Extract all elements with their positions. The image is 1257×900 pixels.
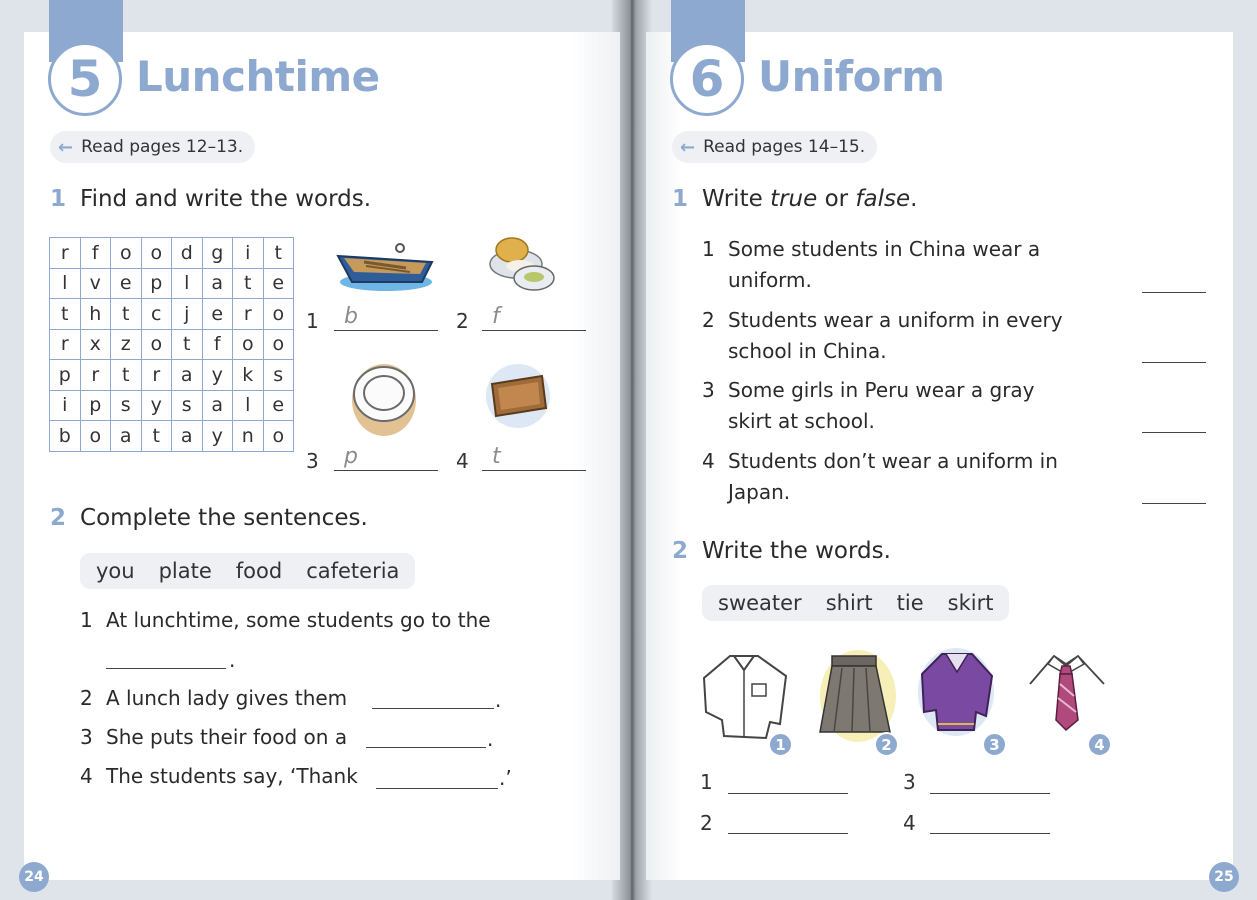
word-bank-item: sweater xyxy=(718,591,802,615)
true-false-answer-line[interactable] xyxy=(1142,503,1206,504)
true-false-item xyxy=(702,446,1058,508)
grid-row xyxy=(50,299,294,330)
item-text: uniform. xyxy=(728,268,812,292)
grid-cell[interactable]: o xyxy=(263,329,294,360)
answer-line[interactable] xyxy=(366,747,486,748)
grid-cell[interactable]: p xyxy=(50,360,81,391)
answer-number: 4 xyxy=(903,811,916,835)
item-number: 4 xyxy=(702,449,715,473)
answer-line[interactable] xyxy=(728,833,848,834)
exercise-title: Write the words. xyxy=(702,538,891,564)
answer-number: 2 xyxy=(700,811,713,835)
sentence-item xyxy=(80,725,347,749)
item-number: 2 xyxy=(702,308,715,332)
answer-line[interactable] xyxy=(376,788,498,789)
picture-badge: 4 xyxy=(1087,732,1112,757)
food-icon xyxy=(486,226,556,298)
grid-cell[interactable]: f xyxy=(202,329,233,360)
picture-number: 2 xyxy=(456,309,469,333)
item-text: Japan. xyxy=(728,480,791,504)
grid-cell[interactable]: a xyxy=(111,421,142,452)
answer-number: 3 xyxy=(903,770,916,794)
grid-cell[interactable]: x xyxy=(80,329,111,360)
hint-letter: f xyxy=(492,304,500,329)
heading-text: or xyxy=(817,186,856,212)
grid-cell[interactable]: s xyxy=(172,390,203,421)
sentence-end: . xyxy=(487,727,494,751)
exercise-number: 1 xyxy=(672,186,689,212)
grid-cell[interactable]: y xyxy=(202,421,233,452)
skirt-icon xyxy=(814,646,896,744)
exercise-title: Find and write the words. xyxy=(80,186,372,212)
answer-line[interactable] xyxy=(482,330,586,331)
word-bank-item: you xyxy=(96,559,135,583)
read-pages-label: Read pages 12–13. xyxy=(81,137,244,157)
tie-icon xyxy=(1026,648,1108,734)
page-number: 24 xyxy=(19,862,49,892)
grid-cell[interactable]: o xyxy=(80,421,111,452)
grid-cell[interactable]: a xyxy=(202,390,233,421)
grid-cell[interactable]: t xyxy=(111,360,142,391)
grid-cell[interactable]: g xyxy=(202,238,233,269)
item-text: Students don’t wear a uniform in xyxy=(728,449,1058,473)
sentence-item xyxy=(80,608,491,632)
back-arrow-icon: ← xyxy=(58,136,74,158)
word-bank-item: food xyxy=(235,559,283,583)
grid-cell[interactable]: f xyxy=(80,238,111,269)
item-text: school in China. xyxy=(728,339,887,363)
sentence-end: . xyxy=(229,648,236,672)
grid-cell[interactable]: e xyxy=(111,268,142,299)
grid-cell[interactable]: a xyxy=(172,360,203,391)
grid-cell[interactable]: r xyxy=(141,360,172,391)
exercise-number: 1 xyxy=(50,186,67,212)
grid-row xyxy=(50,360,294,391)
sentence-end: .’ xyxy=(499,766,512,790)
grid-cell[interactable]: y xyxy=(141,390,172,421)
grid-cell[interactable]: k xyxy=(233,360,264,391)
hint-letter: b xyxy=(344,304,358,329)
picture-number: 1 xyxy=(306,309,319,333)
sentence-text: A lunch lady gives them xyxy=(106,686,348,710)
word-bank xyxy=(702,585,1009,621)
answer-number: 1 xyxy=(700,770,713,794)
picture-badge: 2 xyxy=(874,732,899,757)
grid-cell[interactable]: l xyxy=(233,390,264,421)
plate-icon xyxy=(350,358,418,438)
grid-row xyxy=(50,238,294,269)
sentence-number: 4 xyxy=(80,764,93,788)
grid-cell[interactable]: l xyxy=(50,268,81,299)
grid-cell[interactable]: i xyxy=(50,390,81,421)
grid-cell[interactable]: z xyxy=(111,329,142,360)
picture-number: 3 xyxy=(306,449,319,473)
sweater-icon xyxy=(916,646,1000,738)
grid-cell[interactable]: y xyxy=(202,360,233,391)
grid-cell[interactable]: j xyxy=(172,299,203,330)
grid-row xyxy=(50,268,294,299)
grid-cell[interactable]: s xyxy=(263,360,294,391)
word-bank xyxy=(80,553,415,589)
back-arrow-icon: ← xyxy=(680,136,696,158)
unit-title: Uniform xyxy=(758,52,945,101)
grid-cell[interactable]: n xyxy=(233,421,264,452)
word-bank-item: shirt xyxy=(825,591,873,615)
grid-cell[interactable]: i xyxy=(233,238,264,269)
item-text: Some students in China wear a xyxy=(728,237,1041,261)
word-bank-item: cafeteria xyxy=(306,559,400,583)
grid-row xyxy=(50,421,294,452)
grid-cell[interactable]: h xyxy=(80,299,111,330)
grid-cell[interactable]: t xyxy=(263,238,294,269)
answer-line[interactable] xyxy=(930,833,1050,834)
grid-cell[interactable]: r xyxy=(233,299,264,330)
grid-cell[interactable]: e xyxy=(263,268,294,299)
word-bank-item: skirt xyxy=(947,591,994,615)
grid-cell[interactable]: s xyxy=(111,390,142,421)
grid-cell[interactable]: t xyxy=(141,421,172,452)
sentence-end: . xyxy=(495,688,502,712)
item-text: Some girls in Peru wear a gray xyxy=(728,378,1035,402)
unit-number: 5 xyxy=(67,50,103,108)
item-number: 1 xyxy=(702,237,715,261)
sentence-number: 1 xyxy=(80,608,93,632)
unit-number-badge xyxy=(48,42,122,116)
sentence-text: The students say, ‘Thank xyxy=(106,764,358,788)
exercise-heading xyxy=(50,186,371,212)
answer-line[interactable] xyxy=(106,668,226,669)
word-search-grid xyxy=(49,237,294,452)
grid-cell[interactable]: t xyxy=(111,299,142,330)
answer-line[interactable] xyxy=(482,470,586,471)
grid-cell[interactable]: o xyxy=(263,421,294,452)
exercise-heading xyxy=(672,538,891,564)
read-pages-label: Read pages 14–15. xyxy=(703,137,866,157)
item-text: skirt at school. xyxy=(728,409,875,433)
sentence-item xyxy=(80,764,358,788)
exercise-number: 2 xyxy=(50,505,67,531)
tray-icon xyxy=(484,360,552,430)
grid-cell[interactable]: b xyxy=(50,421,81,452)
word-bank-item: tie xyxy=(896,591,924,615)
heading-text: . xyxy=(910,186,918,212)
exercise-title: Complete the sentences. xyxy=(80,505,368,531)
true-false-answer-line[interactable] xyxy=(1142,362,1206,363)
heading-false: false xyxy=(855,186,911,212)
answer-line[interactable] xyxy=(334,330,438,331)
true-false-answer-line[interactable] xyxy=(1142,432,1206,433)
answer-line[interactable] xyxy=(930,793,1050,794)
picture-number: 4 xyxy=(456,449,469,473)
true-false-answer-line[interactable] xyxy=(1142,292,1206,293)
hint-letter: t xyxy=(492,444,501,469)
grid-cell[interactable]: r xyxy=(50,238,81,269)
exercise-number: 2 xyxy=(672,538,689,564)
picture-badge: 3 xyxy=(982,732,1007,757)
sentence-number: 2 xyxy=(80,686,93,710)
sentence-number: 3 xyxy=(80,725,93,749)
grid-cell[interactable]: a xyxy=(202,268,233,299)
true-false-item xyxy=(702,305,1063,367)
boat-icon xyxy=(334,236,436,298)
sentence-item xyxy=(80,686,347,710)
shirt-icon xyxy=(700,650,790,742)
grid-cell[interactable]: e xyxy=(202,299,233,330)
exercise-heading xyxy=(672,186,917,212)
heading-text: Write xyxy=(702,186,771,212)
item-number: 3 xyxy=(702,378,715,402)
grid-cell[interactable]: p xyxy=(80,390,111,421)
grid-cell[interactable]: c xyxy=(141,299,172,330)
grid-cell[interactable]: o xyxy=(233,329,264,360)
answer-line[interactable] xyxy=(372,708,494,709)
page-number: 25 xyxy=(1209,862,1239,892)
answer-line[interactable] xyxy=(334,470,438,471)
grid-cell[interactable]: r xyxy=(80,360,111,391)
grid-cell[interactable]: p xyxy=(141,268,172,299)
grid-row xyxy=(50,390,294,421)
read-pages-link[interactable] xyxy=(50,131,255,163)
grid-cell[interactable]: r xyxy=(50,329,81,360)
heading-true: true xyxy=(770,186,818,212)
hint-letter: p xyxy=(344,444,358,469)
grid-cell[interactable]: t xyxy=(172,329,203,360)
item-text: Students wear a uniform in every xyxy=(728,308,1063,332)
grid-cell[interactable]: e xyxy=(263,390,294,421)
grid-cell[interactable]: t xyxy=(233,268,264,299)
sentence-text: At lunchtime, some students go to the xyxy=(106,608,491,632)
grid-cell[interactable]: l xyxy=(172,268,203,299)
read-pages-link[interactable] xyxy=(672,131,877,163)
picture-badge: 1 xyxy=(768,732,793,757)
grid-cell[interactable]: a xyxy=(172,421,203,452)
grid-cell[interactable]: d xyxy=(172,238,203,269)
grid-cell[interactable]: o xyxy=(111,238,142,269)
word-bank-item: plate xyxy=(158,559,212,583)
unit-title: Lunchtime xyxy=(136,52,380,101)
exercise-heading xyxy=(50,505,368,531)
unit-number: 6 xyxy=(689,50,725,108)
grid-cell[interactable]: o xyxy=(141,238,172,269)
grid-row xyxy=(50,329,294,360)
grid-cell[interactable]: o xyxy=(141,329,172,360)
true-false-item xyxy=(702,234,1041,296)
grid-cell[interactable]: o xyxy=(263,299,294,330)
true-false-item xyxy=(702,375,1035,437)
answer-line[interactable] xyxy=(728,793,848,794)
grid-cell[interactable]: t xyxy=(50,299,81,330)
unit-number-badge xyxy=(670,42,744,116)
grid-cell[interactable]: v xyxy=(80,268,111,299)
sentence-text: She puts their food on a xyxy=(106,725,348,749)
